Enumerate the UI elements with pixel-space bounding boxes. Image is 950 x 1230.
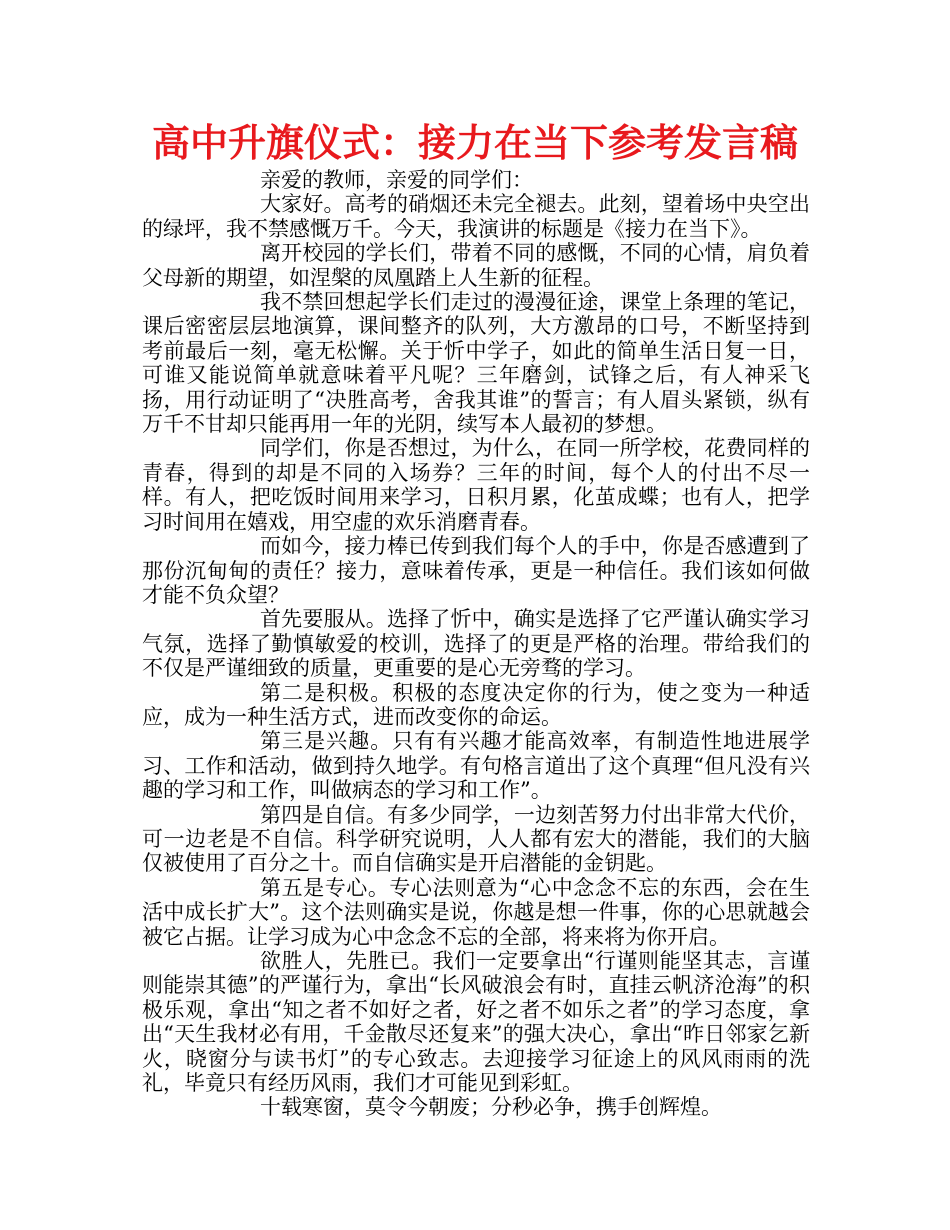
paragraph: 首先要服从。选择了忻中，确实是选择了它严谨认确实学习气氛，选择了勤慎敏爱的校训，选择了的更是严格的治理。带给我们的不仅是严谨细致的质量，更重要的是心无旁骛的学习。 <box>142 607 810 681</box>
paragraph: 第三是兴趣。只有有兴趣才能高效率，有制造性地进展学习、工作和活动，做到持久地学。有句格言道出了这个真理“但凡没有兴趣的学习和工作，叫做病态的学习和工作”。 <box>142 729 810 803</box>
paragraph: 第五是专心。专心法则意为“心中念念不忘的东西，会在生活中成长扩大”。这个法则确实是说，你越是想一件事，你的心思就越会被它占据。让学习成为心中念念不忘的全部，将来将为你开启。 <box>142 875 810 949</box>
closing-line: 十载寒窗，莫令今朝废；分秒必争，携手创辉煌。 <box>260 1095 722 1120</box>
paragraph: 我不禁回想起学长们走过的漫漫征途，课堂上条理的笔记，课后密密层层地演算，课间整齐的队列，大方激昂的口号，不断坚持到考前最后一刻，毫无松懈。关于忻中学子，如此的简单生活日复一日，可谁又能说简单就意味着平凡呢？三年磨剑，试锋之后，有人神采飞扬，用行动证明了“决胜高考，舍我其谁”的誓言；有人眉头紧锁，纵有万千不甘却只能再用一年的光阴，续写本人最初的梦想。 <box>142 290 810 437</box>
document-title: 高中升旗仪式：接力在当下参考发言稿 <box>151 121 798 165</box>
salutation: 亲爱的教师，亲爱的同学们： <box>260 168 533 192</box>
paragraph: 欲胜人，先胜已。我们一定要拿出“行谨则能坚其志，言谨则能崇其德”的严谨行为，拿出“长风破浪会有时，直挂云帆济沧海”的积极乐观，拿出“知之者不如好之者，好之者不如乐之者”的学习态度，拿出“天生我材必有用，千金散尽还复来”的强大决心，拿出“昨日邻家乞新火，晓窗分与读书灯”的专心致志。去迎接学习征途上的风风雨雨的洗礼，毕竟只有经历风雨，我们才可能见到彩虹。 <box>142 949 810 1096</box>
paragraph: 第四是自信。有多少同学，一边刻苦努力付出非常大代价，可一边老是不自信。科学研究说明，人人都有宏大的潜能，我们的大脑仅被使用了百分之十。而自信确实是开启潜能的金钥匙。 <box>142 802 810 876</box>
paragraph: 而如今，接力棒已传到我们每个人的手中，你是否感遭到了那份沉甸甸的责任？接力，意味着传承，更是一种信任。我们该如何做才能不负众望？ <box>142 534 810 607</box>
paragraph: 离开校园的学长们，带着不同的感慨，不同的心情，肩负着父母新的期望，如涅槃的凤凰踏上人生新的征程。 <box>142 241 810 290</box>
paragraph: 第二是积极。积极的态度决定你的行为，使之变为一种适应，成为一种生活方式，进而改变你的命运。 <box>142 680 810 729</box>
paragraph: 同学们，你是否想过，为什么，在同一所学校，花费同样的青春，得到的却是不同的入场券？三年的时间，每个人的付出不尽一样。有人，把吃饭时间用来学习，日积月累，化茧成蝶；也有人，把学习时间用在嬉戏，用空虚的欢乐消磨青春。 <box>142 436 810 534</box>
paragraph: 大家好。高考的硝烟还未完全褪去。此刻，望着场中央空出的绿坪，我不禁感慨万千。今天，我演讲的标题是《接力在当下》。 <box>142 192 810 241</box>
document-body <box>142 168 810 1120</box>
